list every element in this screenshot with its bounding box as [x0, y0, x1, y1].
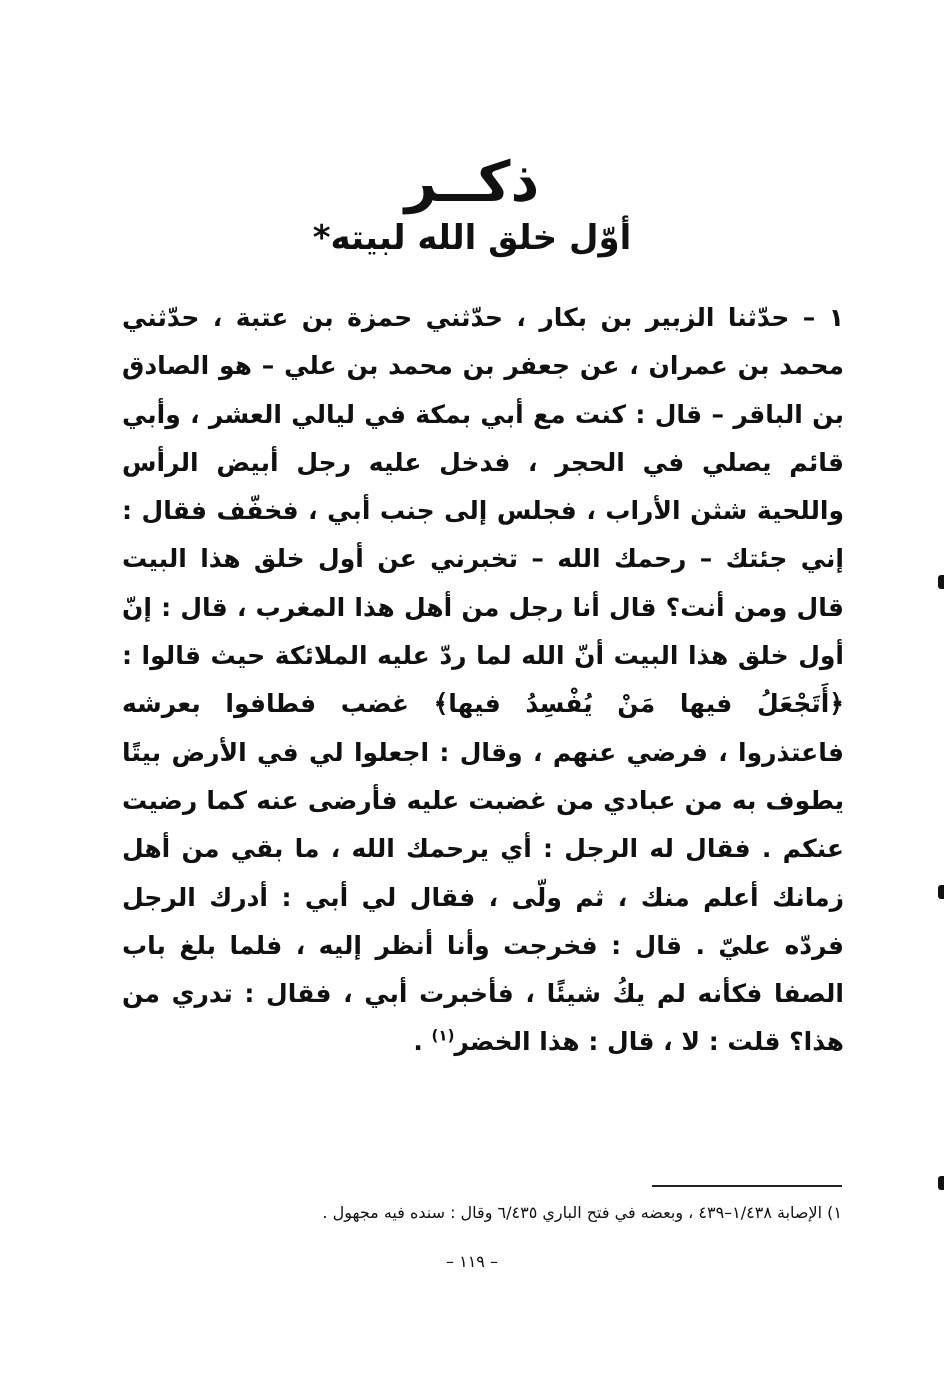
page-title: أوّل خلق الله لبيته*: [312, 218, 632, 258]
section-heading: ذكــر: [404, 150, 540, 215]
footnote-divider: [652, 1185, 842, 1187]
page-number: – ١١٩ –: [446, 1252, 498, 1271]
scan-edge-mark: [938, 1176, 944, 1190]
footnote-reference: (١): [431, 1027, 455, 1046]
scan-edge-mark: [938, 575, 944, 589]
footnote: ١) الإصابة ١/٤٣٨–٤٣٩ ، وبعضه في فتح الباري ٦/٤٣٥ وقال : سنده فيه مجهول .: [322, 1203, 842, 1222]
paragraph-end: .: [413, 1027, 432, 1057]
scan-edge-mark: [938, 885, 944, 899]
hadith-paragraph: [122, 294, 844, 1067]
paragraph-text: ١ – حدّثنا الزبير بن بكار ، حدّثني حمزة بن عتبة ، حدّثني محمد بن عمران ، عن جعفر بن محمد بن علي – هو الصادق بن الباقر – قال : كنت مع أبي بمكة في ليالي العشر ، وأبي قائم يصلي في الحجر ، فدخل عليه رجل أبيض الرأس واللحية شثن الأراب ، فجلس إلى جنب أبي ، فخفّف فقال : إني جئتك – رحمك الله – تخبرني عن أول خلق هذا البيت قال ومن أنت؟ قال أنا رجل من أهل هذا المغرب ، قال : إنّ أول خلق هذا البيت أنّ الله لما ردّ عليه الملائكة حيث قالوا : ﴿أَتَجْعَلُ فيها مَنْ يُفْسِدُ فيها﴾ غضب فطافوا بعرشه فاعتذروا ، فرضي عنهم ، وقال : اجعلوا لي في الأرض بيتًا يطوف به من عبادي من غضبت عليه فأرضى عنه كما رضيت عنكم . فقال له الرجل : أي يرحمك الله ، ما بقي من أهل زمانك أعلم منك ، ثم ولّى ، فقال لي أبي : أدرك الرجل فردّه عليّ . قال : فخرجت وأنا أنظر إليه ، فلما بلغ باب الصفا فكأنه لم يكُ شيئًا ، فأخبرت أبي ، فقال : تدري من هذا؟ قلت : لا ، قال : هذا الخضر: [122, 303, 844, 1057]
